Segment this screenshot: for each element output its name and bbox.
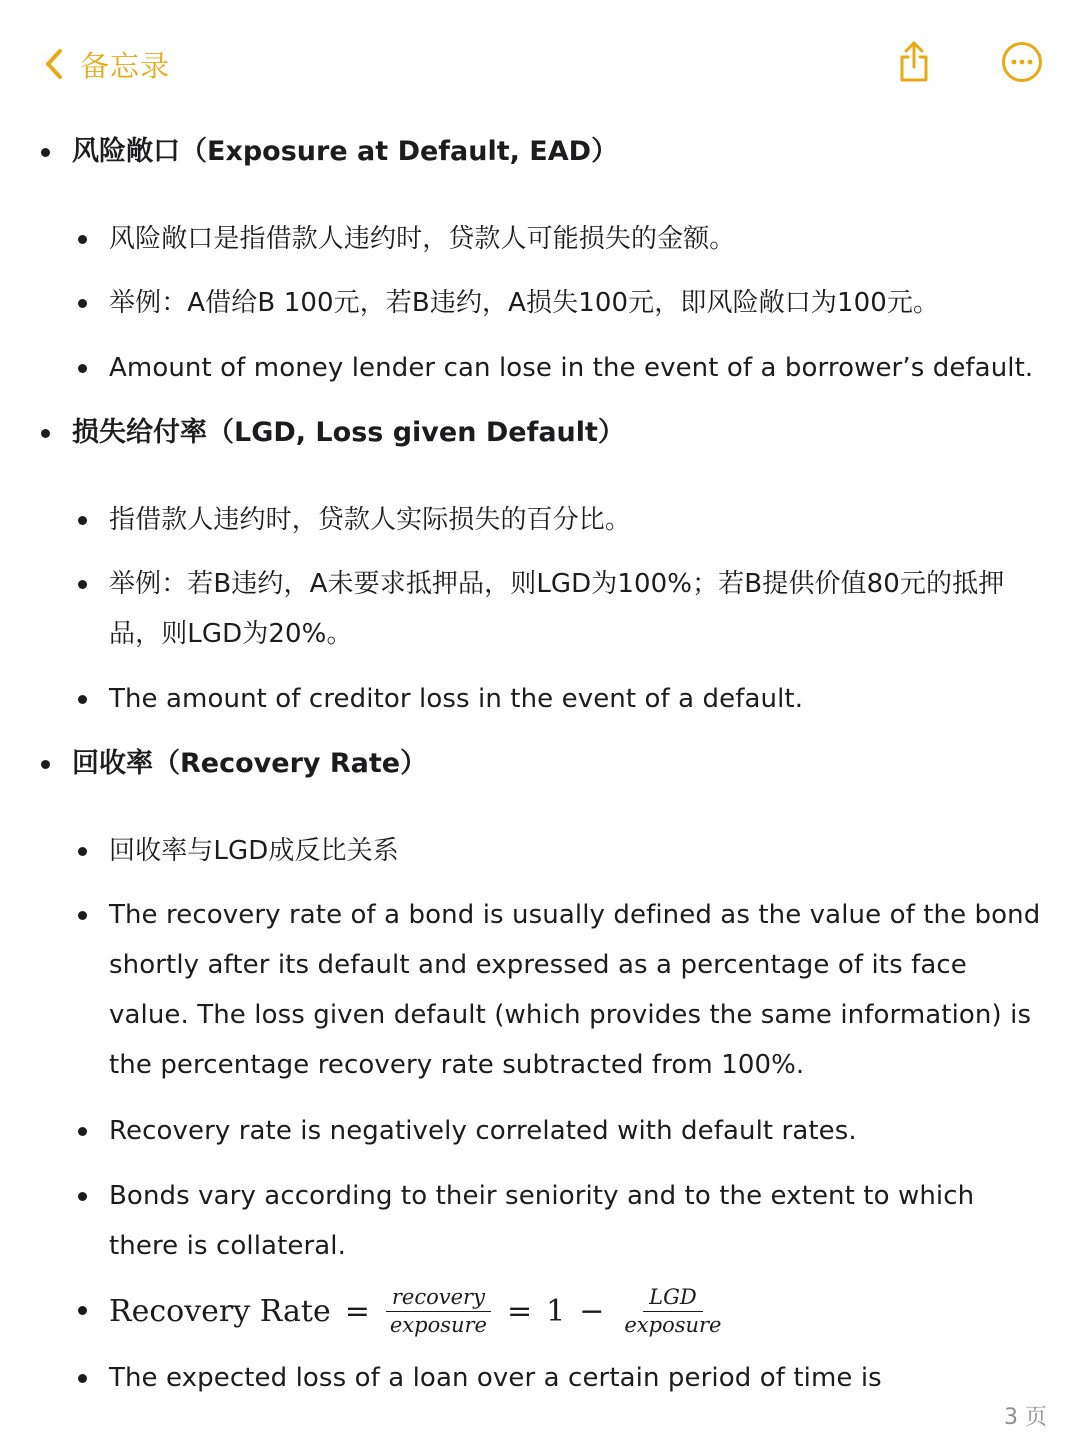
section-title-ead: 风险敞口（Exposure at Default, EAD） [72, 136, 619, 167]
navigation-bar [0, 0, 1080, 120]
back-label: 备忘录 [80, 48, 171, 83]
fraction-numerator: recovery [386, 1284, 491, 1312]
bullet-dot [78, 235, 87, 244]
bullet-dot [41, 760, 50, 769]
fraction-denominator: exposure [624, 1313, 722, 1337]
bullet-dot [78, 1374, 87, 1383]
more-icon [1000, 40, 1044, 88]
recovery-rate-formula [109, 1276, 727, 1346]
bullet-dot [78, 364, 87, 373]
list-item: Amount of money lender can lose in the event of a borrower’s default. [109, 353, 1034, 383]
list-item: 风险敞口是指借款人违约时，贷款人可能损失的金额。 [109, 224, 736, 254]
list-item: Bonds vary according to their seniority and to the extent to which there is collateral. [109, 1181, 975, 1261]
list-item: 举例：若B违约，A未要求抵押品，则LGD为100%；若B提供价值80元的抵押品，则LGD为20%。 [109, 569, 1005, 649]
list-item: 回收率与LGD成反比关系 [109, 836, 399, 866]
formula-fraction-lgd [618, 1284, 727, 1338]
bullet-dot [78, 1192, 87, 1201]
back-button[interactable] [44, 40, 170, 88]
bullet-dot [78, 695, 87, 704]
section-title-lgd: 损失给付率（LGD, Loss given Default） [72, 417, 625, 448]
formula-fraction-recovery [384, 1284, 493, 1338]
formula-lhs: Recovery Rate [109, 1293, 331, 1329]
bullet-dot [78, 911, 87, 920]
list-item: The expected loss of a loan over a certain period of time is [109, 1363, 882, 1393]
bullet-dot [78, 1306, 87, 1315]
more-button[interactable] [998, 38, 1046, 90]
list-item: 举例：A借给B 100元，若B违约，A损失100元，即风险敞口为100元。 [109, 288, 940, 318]
formula-equals: = [506, 1293, 533, 1329]
section-title-recovery: 回收率（Recovery Rate） [72, 748, 428, 779]
bullet-dot [78, 516, 87, 525]
formula-one: 1 [546, 1293, 566, 1329]
list-item: 指借款人违约时，贷款人实际损失的百分比。 [109, 505, 632, 535]
share-icon [894, 40, 934, 88]
bullet-dot [78, 847, 87, 856]
list-item: The amount of creditor loss in the event of a default. [109, 684, 804, 714]
fraction-denominator: exposure [389, 1313, 487, 1337]
formula-equals: = [344, 1293, 370, 1329]
bullet-dot [78, 580, 87, 589]
bullet-dot [41, 148, 50, 157]
list-item: Recovery rate is negatively correlated with default rates. [109, 1116, 857, 1146]
bullet-dot [78, 1127, 87, 1136]
chevron-left-icon [44, 48, 64, 80]
list-item: The recovery rate of a bond is usually defined as the value of the bond shortly after its default and expressed as a percentage of its face value. The loss given default (which provides the same information) is the percentage recovery rate subtracted from 100%. [109, 900, 1041, 1080]
fraction-numerator: LGD [643, 1284, 703, 1312]
formula-minus: − [579, 1293, 605, 1329]
page-indicator: 3 页 [1004, 1405, 1047, 1430]
share-button[interactable] [890, 38, 938, 90]
bullet-dot [41, 429, 50, 438]
bullet-dot [78, 299, 87, 308]
